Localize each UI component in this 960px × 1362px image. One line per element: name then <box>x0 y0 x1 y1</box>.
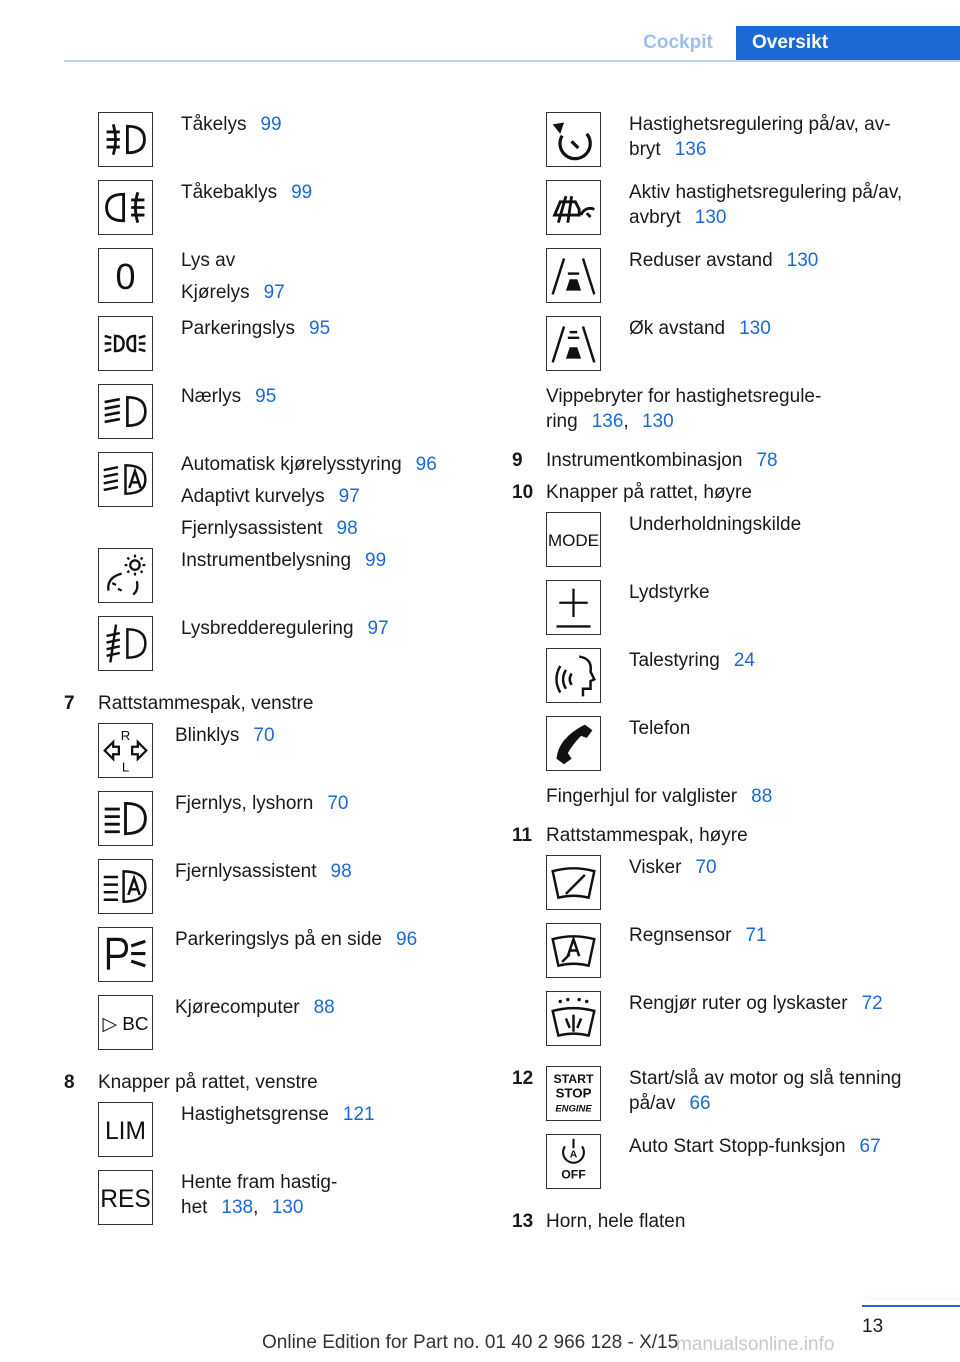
onboard-computer-icon <box>98 995 153 1050</box>
item-label: Telefon <box>629 718 691 739</box>
auto-headlight-icon <box>98 452 153 507</box>
page-number: 13 <box>862 1316 884 1337</box>
page-link[interactable]: 70 <box>327 793 349 814</box>
item-label: Kjørecomputer <box>175 997 300 1018</box>
page-link[interactable]: 138 <box>221 1197 254 1218</box>
item-label: Hente fram hastig- <box>181 1172 338 1193</box>
section-number: 11 <box>512 825 533 846</box>
icon-text: LIM <box>105 1117 146 1145</box>
item-label: Underholdningskilde <box>629 514 802 535</box>
item-label: Parkeringslys <box>181 318 296 339</box>
item-label: Auto Start Stopp-funksjon <box>629 1136 846 1157</box>
mode-button-icon <box>546 512 601 567</box>
auto-start-stop-icon <box>546 1134 601 1189</box>
section-title: Knapper på rattet, høyre <box>546 482 752 503</box>
watermark: manualsonline.info <box>676 1334 835 1355</box>
low-beam-icon <box>98 384 153 439</box>
page-link[interactable]: 88 <box>751 786 773 807</box>
parking-light-icon <box>98 316 153 371</box>
page-link[interactable]: 95 <box>255 386 277 407</box>
page-link[interactable]: 121 <box>342 1104 375 1125</box>
item-label: Nærlys <box>181 386 242 407</box>
item-label: Fjernlys, lyshorn <box>175 793 314 814</box>
section-number: 13 <box>512 1211 534 1232</box>
page-link[interactable]: 97 <box>367 618 389 639</box>
icon-text: RES <box>100 1185 151 1213</box>
section-title: Rattstammespak, høyre <box>546 825 748 846</box>
page-link[interactable]: 72 <box>861 993 883 1014</box>
page-link[interactable]: 130 <box>641 411 674 432</box>
item-label: Visker <box>629 857 682 878</box>
finger-wheel-label: Fingerhjul for valglister <box>546 786 738 807</box>
page-link[interactable]: 136 <box>674 139 707 160</box>
headlight-range-icon <box>98 616 153 671</box>
increase-distance-icon <box>546 316 601 371</box>
item-label: Start/slå av motor og slå tenning <box>629 1068 902 1089</box>
svg-text:R: R <box>120 728 131 744</box>
page-link[interactable]: 88 <box>313 997 335 1018</box>
page-link[interactable]: 95 <box>309 318 331 339</box>
voice-control-icon <box>546 648 601 703</box>
separator: , <box>623 411 634 432</box>
icon-text: 0 <box>115 255 136 297</box>
icon-text: STOP <box>555 1085 592 1101</box>
page-link[interactable]: 130 <box>694 207 727 228</box>
item-label: Lydstyrke <box>629 582 710 603</box>
item-label: Fjernlysassistent <box>181 518 323 539</box>
item-label: Blinklys <box>175 725 240 746</box>
page-link[interactable]: 99 <box>291 182 313 203</box>
rear-fog-light-icon <box>98 180 153 235</box>
page-link[interactable]: 67 <box>859 1136 881 1157</box>
instrument-lighting-icon <box>98 548 153 603</box>
page-link[interactable]: 98 <box>336 518 358 539</box>
page-link[interactable]: 136 <box>591 411 624 432</box>
section-number: 9 <box>512 450 523 471</box>
section-number: 12 <box>512 1068 534 1089</box>
item-label: Adaptivt kurvelys <box>181 486 325 507</box>
item-label: Tåkelys <box>181 114 247 135</box>
item-label: Talestyring <box>629 650 720 671</box>
edition-text: Online Edition for Part no. 01 40 2 966 128 - X/15 <box>262 1332 679 1353</box>
page-link[interactable]: 70 <box>695 857 717 878</box>
footer-divider <box>862 1305 960 1307</box>
section-title: Rattstammespak, venstre <box>98 693 314 714</box>
item-label: Rengjør ruter og lyskaster <box>629 993 848 1014</box>
svg-text:L: L <box>121 759 130 775</box>
page-link[interactable]: 71 <box>745 925 767 946</box>
item-label: Lysbredderegulering <box>181 618 354 639</box>
speed-limit-button-icon <box>98 1102 153 1157</box>
header-divider <box>64 60 960 62</box>
front-fog-light-icon <box>98 112 153 167</box>
volume-icon <box>546 580 601 635</box>
section-number: 7 <box>64 693 75 714</box>
wiper-icon <box>546 855 601 910</box>
high-beam-assistant-icon <box>98 859 153 914</box>
item-label: på/av <box>629 1093 676 1114</box>
washer-icon <box>546 991 601 1046</box>
item-label: avbryt <box>629 207 681 228</box>
page-link[interactable]: 96 <box>396 929 418 950</box>
item-label: Lys av <box>181 250 236 271</box>
item-label: Øk avstand <box>629 318 726 339</box>
section-title: Horn, hele flaten <box>546 1211 686 1232</box>
high-beam-icon <box>98 791 153 846</box>
page-link[interactable]: 24 <box>733 650 755 671</box>
item-label: Automatisk kjørelysstyring <box>181 454 402 475</box>
lights-off-icon <box>98 248 153 303</box>
item-label: Kjørelys <box>181 282 250 303</box>
item-label: Hastighetsregulering på/av, av- <box>629 114 891 135</box>
item-label: bryt <box>629 139 661 160</box>
item-label: Parkeringslys på en side <box>175 929 382 950</box>
icon-text: MODE <box>547 531 600 551</box>
section-number: 8 <box>64 1072 75 1093</box>
item-label: het <box>181 1197 208 1218</box>
item-label: Reduser avstand <box>629 250 773 271</box>
item-label: Aktiv hastighetsregulering på/av, <box>629 182 903 203</box>
phone-icon <box>546 716 601 771</box>
icon-text: START <box>553 1072 594 1087</box>
page-link[interactable]: 130 <box>271 1197 304 1218</box>
separator: , <box>253 1197 264 1218</box>
page-link[interactable]: 97 <box>263 282 285 303</box>
cruise-control-icon <box>546 112 601 167</box>
page-link[interactable]: 78 <box>756 450 778 471</box>
item-label: Regnsensor <box>629 925 732 946</box>
section-title: Instrumentkombinasjon <box>546 450 743 471</box>
section-title: Knapper på rattet, venstre <box>98 1072 318 1093</box>
item-label: Fjernlysassistent <box>175 861 317 882</box>
page-link[interactable]: 66 <box>689 1093 711 1114</box>
page-link[interactable]: 97 <box>338 486 360 507</box>
icon-text: A <box>569 1149 578 1161</box>
tab-cockpit[interactable]: Cockpit <box>643 32 713 53</box>
item-label: Instrumentbelysning <box>181 550 352 571</box>
icon-text: ▷ BC <box>102 1014 149 1036</box>
section-number: 10 <box>512 482 534 503</box>
turn-signal-icon <box>98 723 153 778</box>
resume-speed-button-icon <box>98 1170 153 1225</box>
page-link[interactable]: 99 <box>260 114 282 135</box>
page-link[interactable]: 130 <box>786 250 819 271</box>
item-label: Tåkebaklys <box>181 182 278 203</box>
rain-sensor-icon <box>546 923 601 978</box>
icon-text: OFF <box>561 1167 586 1182</box>
reduce-distance-icon <box>546 248 601 303</box>
page-link[interactable]: 130 <box>739 318 771 339</box>
icon-text: ENGINE <box>555 1103 592 1115</box>
rocker-switch-text: Vippebryter for hastighetsregule- ring 136, 130 <box>546 386 822 432</box>
start-stop-button-icon <box>546 1066 601 1121</box>
active-cruise-control-icon <box>546 180 601 235</box>
page-link[interactable]: 99 <box>365 550 387 571</box>
page-link[interactable]: 96 <box>415 454 437 475</box>
page-link[interactable]: 70 <box>253 725 275 746</box>
one-side-parking-light-icon <box>98 927 153 982</box>
tab-oversikt[interactable]: Oversikt <box>736 26 960 62</box>
item-label: Hastighetsgrense <box>181 1104 329 1125</box>
page-link[interactable]: 98 <box>330 861 352 882</box>
